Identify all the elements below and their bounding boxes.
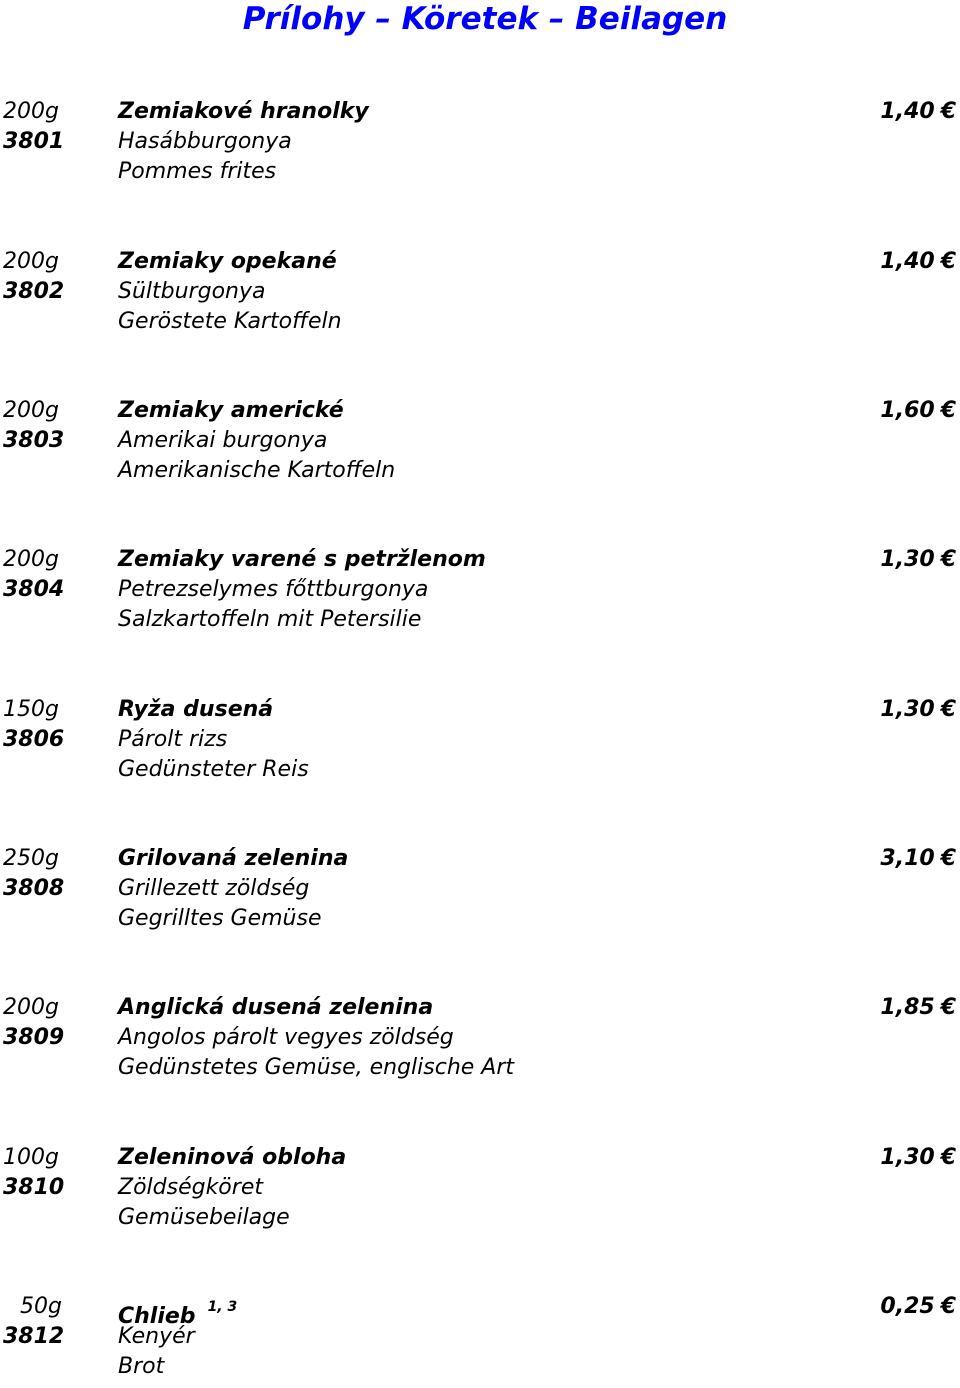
item-name-sk: Zemiaky opekané: [118, 249, 337, 274]
item-code: 3804: [3, 577, 65, 602]
item-portion: 150g: [3, 697, 59, 722]
item-price: [880, 1143, 956, 1173]
item-name-de: Brot: [118, 1354, 165, 1379]
item-name-de: Gedünstetes Gemüse, englische Art: [118, 1055, 515, 1080]
item-name-sk: Chlieb: [118, 1304, 196, 1329]
item-name-hu: Angolos párolt vegyes zöldség: [118, 1025, 454, 1050]
item-code: 3803: [3, 428, 65, 453]
item-portion: 50g: [20, 1294, 62, 1319]
price-value: 1,30: [880, 1145, 935, 1170]
item-name-hu: Amerikai burgonya: [118, 428, 328, 453]
item-price: [880, 396, 956, 426]
item-name-hu: Zöldségköret: [118, 1175, 263, 1200]
item-portion: 200g: [3, 99, 59, 124]
item-price: [880, 545, 956, 575]
price-value: 1,30: [880, 697, 935, 722]
item-code: 3810: [3, 1175, 65, 1200]
item-name-de: Gegrilltes Gemüse: [118, 906, 322, 931]
item-code: 3802: [3, 279, 65, 304]
item-name-sk: Ryža dusená: [118, 697, 274, 722]
item-name-sk: Anglická dusená zelenina: [118, 995, 434, 1020]
item-code: 3806: [3, 727, 65, 752]
item-portion: 250g: [3, 846, 59, 871]
item-name-hu: Kenyér: [118, 1324, 195, 1349]
menu-item: [0, 396, 960, 492]
currency-symbol: €: [940, 995, 956, 1020]
item-portion: 200g: [3, 995, 59, 1020]
price-value: 0,25: [880, 1294, 935, 1319]
currency-symbol: €: [940, 1145, 956, 1170]
price-value: 1,60: [880, 398, 935, 423]
price-value: 3,10: [880, 846, 935, 871]
price-value: 1,85: [880, 995, 935, 1020]
item-name-hu: Grillezett zöldség: [118, 876, 310, 901]
item-name-de: Gedünsteter Reis: [118, 757, 309, 782]
currency-symbol: €: [940, 846, 956, 871]
item-name-sk: Zemiaky varené s petržlenom: [118, 547, 486, 572]
item-portion: 200g: [3, 398, 59, 423]
page-title: Prílohy – Köretek – Beilagen: [242, 1, 728, 37]
item-code: 3801: [3, 129, 65, 154]
item-price: [880, 844, 956, 874]
menu-item: [0, 545, 960, 641]
currency-symbol: €: [940, 547, 956, 572]
currency-symbol: €: [940, 398, 956, 423]
currency-symbol: €: [940, 1294, 956, 1319]
item-price: [880, 993, 956, 1023]
price-value: 1,30: [880, 547, 935, 572]
item-name-hu: Petrezselymes főttburgonya: [118, 577, 429, 602]
price-value: 1,40: [880, 99, 935, 124]
allergen-codes: 1, 3: [207, 1299, 238, 1315]
menu-item: [0, 1143, 960, 1239]
item-price: [880, 695, 956, 725]
currency-symbol: €: [940, 249, 956, 274]
item-name-de: Amerikanische Kartoffeln: [118, 458, 396, 483]
item-price: [880, 1292, 956, 1322]
item-portion: 200g: [3, 547, 59, 572]
item-name-sk-wrap: [118, 1292, 238, 1329]
item-name-sk: Zeleninová obloha: [118, 1145, 347, 1170]
item-name-hu: Sültburgonya: [118, 279, 266, 304]
item-code: 3808: [3, 876, 65, 901]
price-value: 1,40: [880, 249, 935, 274]
item-price: [880, 247, 956, 277]
currency-symbol: €: [940, 697, 956, 722]
item-portion: 200g: [3, 249, 59, 274]
item-name-hu: Hasábburgonya: [118, 129, 292, 154]
currency-symbol: €: [940, 99, 956, 124]
menu-item: [0, 993, 960, 1089]
item-name-sk: Grilovaná zelenina: [118, 846, 349, 871]
item-name-de: Gemüsebeilage: [118, 1205, 290, 1230]
item-price: [880, 97, 956, 127]
item-name-sk: Zemiaky americké: [118, 398, 344, 423]
item-code: 3812: [3, 1324, 65, 1349]
menu-item: [0, 844, 960, 940]
item-portion: 100g: [3, 1145, 59, 1170]
item-name-hu: Párolt rizs: [118, 727, 228, 752]
item-name-de: Salzkartoffeln mit Petersilie: [118, 607, 422, 632]
item-code: 3809: [3, 1025, 65, 1050]
menu-item: [0, 97, 960, 193]
menu-item: [0, 247, 960, 343]
item-name-de: Pommes frites: [118, 159, 277, 184]
item-name-de: Geröstete Kartoffeln: [118, 309, 342, 334]
menu-item: [0, 695, 960, 791]
item-name-sk: Zemiakové hranolky: [118, 99, 369, 124]
menu-item: [0, 1292, 960, 1388]
